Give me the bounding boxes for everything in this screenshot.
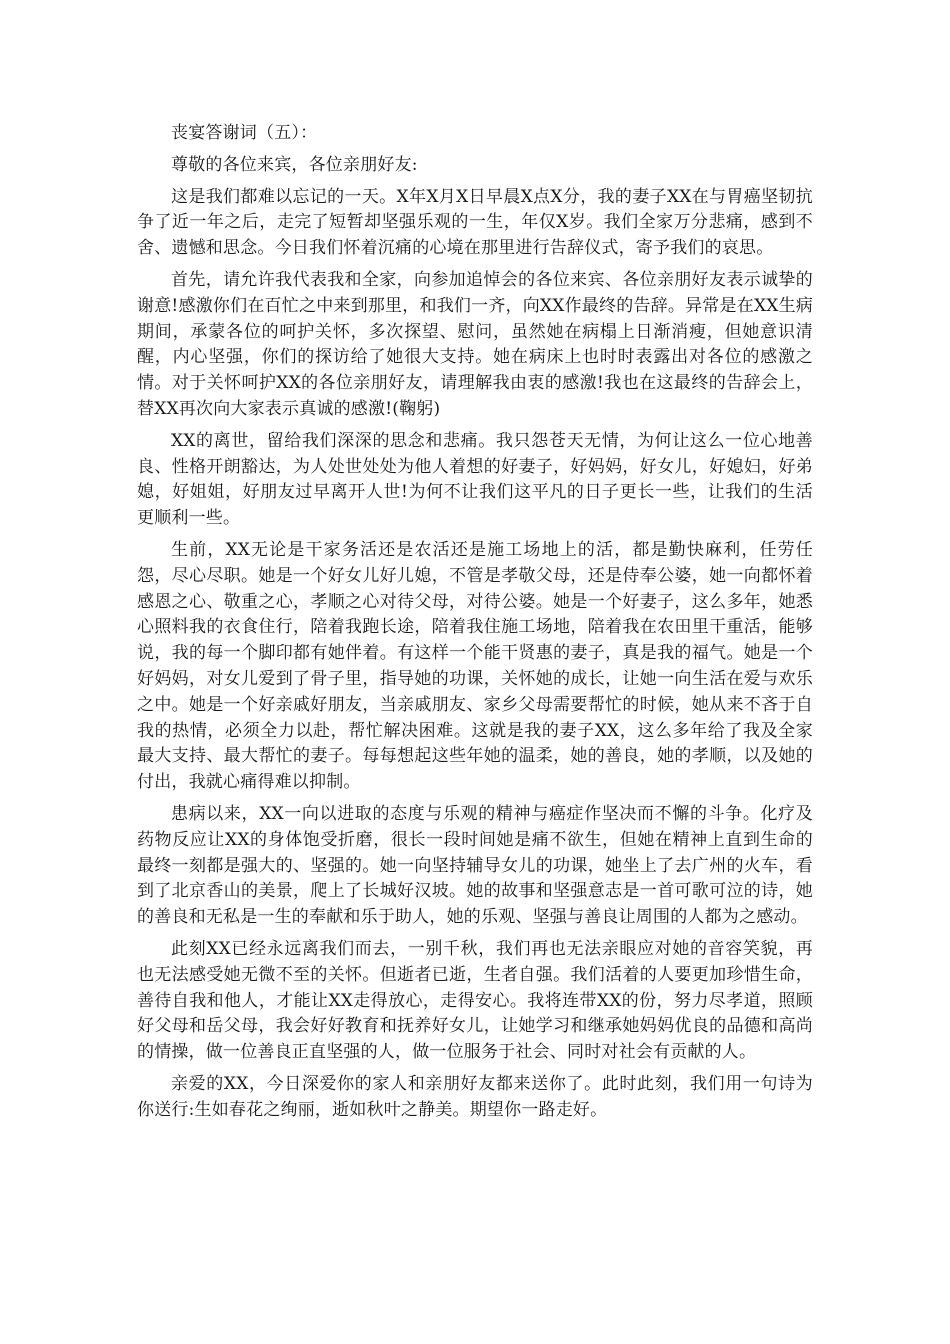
paragraph-4: 生前，XX无论是干家务活还是农活还是施工场地上的活，都是勤快麻利，任劳任怨，尽心尽职。她是一个好女儿好儿媳，不管是孝敬父母，还是侍奉公婆，她一向都怀着感恩之心、敬重之心，孝顺之心对待父母，对待公婆。她是一个好妻子，这么多年，她悉心照料我的衣食住行，陪着我跑长途，陪着我住施工场地，陪着我在农田里干重活，能够说，我的每一个脚印都有她伴着。有这样一个能干贤惠的妻子，真是我的福气。她是一个好妈妈，对女儿爱到了骨子里，指导她的功课，关怀她的成长，让她一向生活在爱与欢乐之中。她是一个好亲戚好朋友，当亲戚朋友、家乡父母需要帮忙的时候，她从来不吝于自我的热情，必须全力以赴，帮忙解决困难。这就是我的妻子XX，这么多年给了我及全家最大支持、最大帮忙的妻子。每每想起这些年她的温柔，她的善良，她的孝顺，以及她的付出，我就心痛得难以抑制。 [137,539,813,793]
paragraph-2: 首先，请允许我代表我和全家，向参加追悼会的各位来宾、各位亲朋好友表示诚挚的谢意!感激你们在百忙之中来到那里，和我们一齐，向XX作最终的告辞。异常是在XX生病期间，承蒙各位的呵护关怀，多次探望、慰问，虽然她在病榻上日渐消瘦，但她意识清醒，内心坚强，你们的探访给了她很大支持。她在病床上也时时表露出对各位的感激之情。对于关怀呵护XX的各位亲朋好友，请理解我由衷的感激!我也在这最终的告辞会上，替XX再次向大家表示真诚的感激!(鞠躬) [137,269,813,419]
paragraph-6: 此刻XX已经永远离我们而去，一别千秋，我们再也无法亲眼应对她的音容笑貌，再也无法感受她无微不至的关怀。但逝者已逝，生者自强。我们活着的人要更加珍惜生命，善待自我和他人，才能让XX走得放心，走得安心。我将连带XX的份，努力尽孝道，照顾好父母和岳父母，我会好好教育和抚养好女儿，让她学习和继承她妈妈优良的品德和高尚的情操，做一位善良正直坚强的人，做一位服务于社会、同时对社会有贡献的人。 [137,938,813,1063]
paragraph-3: XX的离世，留给我们深深的思念和悲痛。我只怨苍天无情，为何让这么一位心地善良、性格开朗豁达，为人处世处处为他人着想的好妻子，好妈妈，好女儿，好媳妇，好弟媳，好姐姐，好朋友过早离开人世!为何不让我们这平凡的日子更长一些，让我们的生活更顺利一些。 [137,430,813,529]
paragraph-7: 亲爱的XX，今日深爱你的家人和亲朋好友都来送你了。此时此刻，我们用一句诗为你送行:生如春花之绚丽，逝如秋叶之静美。期望你一路走好。 [137,1073,813,1120]
paragraph-5: 患病以来，XX一向以进取的态度与乐观的精神与癌症作坚决而不懈的斗争。化疗及药物反应让XX的身体饱受折磨，很长一段时间她是痛不欲生，但她在精神上直到生命的最终一刻都是强大的、坚强的。她一向坚持辅导女儿的功课，她坐上了去广州的火车，看到了北京香山的美景，爬上了长城好汉坡。她的故事和坚强意志是一首可歌可泣的诗，她的善良和无私是一生的奉献和乐于助人，她的乐观、坚强与善良让周围的人都为之感动。 [137,803,813,928]
paragraph-1: 这是我们都难以忘记的一天。X年X月X日早晨X点X分，我的妻子XX在与胃癌坚韧抗争了近一年之后，走完了短暂却坚强乐观的一生，年仅X岁。我们全家万分悲痛，感到不舍、遗憾和思念。今日我们怀着沉痛的心境在那里进行告辞仪式，寄予我们的哀思。 [137,186,813,259]
document-title: 丧宴答谢词（五）： [171,123,318,143]
document-body [137,121,813,1129]
salutation: 尊敬的各位来宾，各位亲朋好友: [171,154,418,175]
